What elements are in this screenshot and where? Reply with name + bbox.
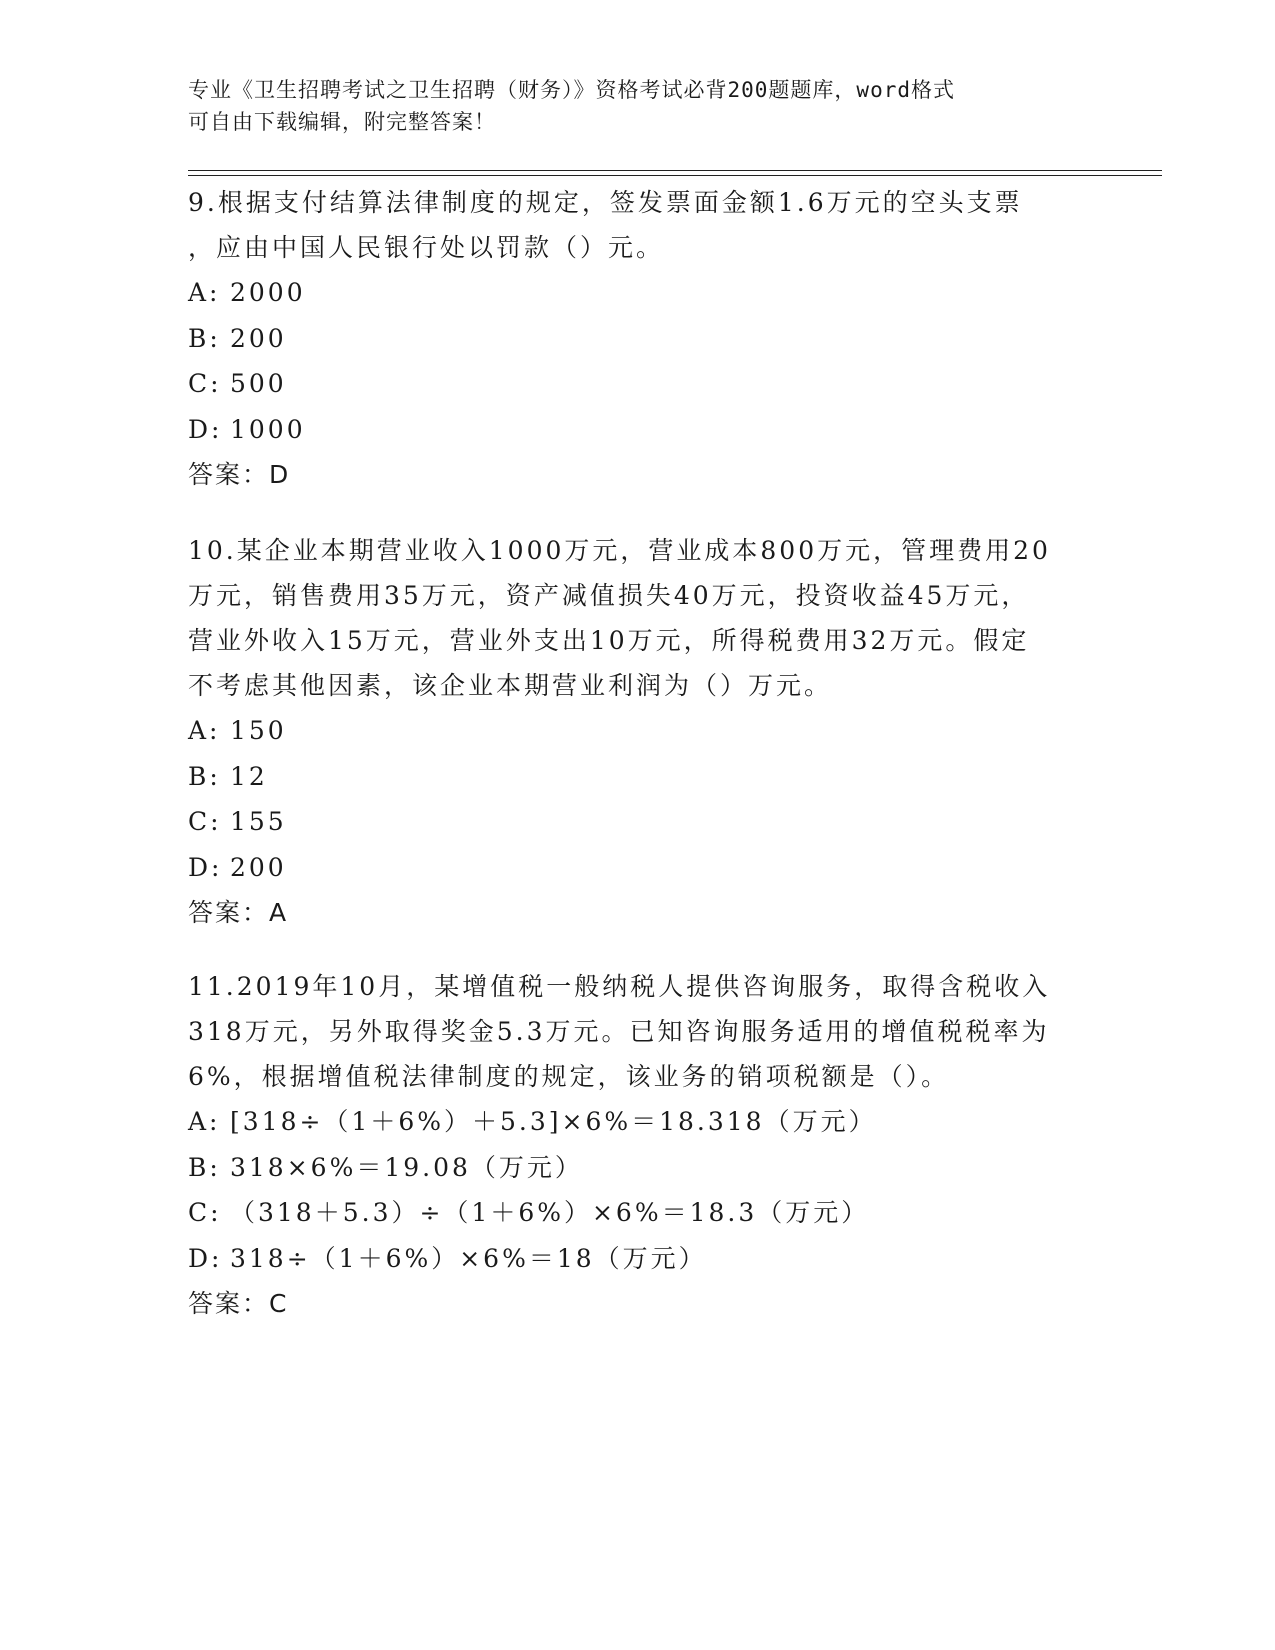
question-10-stem-line-3: 营业外收入15万元，营业外支出10万元，所得税费用32万元。假定	[188, 626, 1030, 655]
question-10-stem-line-4: 不考虑其他因素，该企业本期营业利润为（）万元。	[188, 671, 833, 700]
question-9-option-c: C: 500	[188, 369, 287, 398]
question-11-stem-line-2: 318万元，另外取得奖金5.3万元。已知咨询服务适用的增值税税率为	[188, 1017, 1050, 1046]
question-11-stem-line-3: 6%，根据增值税法律制度的规定，该业务的销项税额是（）。	[188, 1062, 950, 1091]
question-10-option-d: D: 200	[188, 852, 287, 882]
question-11-option-b: B: 318×6%＝19.08（万元）	[188, 1152, 583, 1182]
question-9	[188, 180, 1088, 497]
question-10-answer: 答案：A	[188, 898, 289, 927]
question-10-option-a: A: 150	[188, 716, 287, 745]
question-10	[188, 528, 1088, 935]
header-rule-bottom	[188, 175, 1162, 176]
question-10-option-c: C: 155	[188, 807, 287, 836]
question-9-stem-line-2: ，应由中国人民银行处以罚款（）元。	[188, 233, 665, 262]
question-10-option-b: B: 12	[188, 761, 268, 791]
question-11-answer: 答案：C	[188, 1289, 289, 1318]
question-11-option-d: D: 318÷（1＋6%）×6%＝18（万元）	[188, 1243, 707, 1273]
header-line-1: 专业《卫生招聘考试之卫生招聘（财务）》资格考试必背200题题库，word格式	[188, 78, 955, 102]
question-9-option-b: B: 200	[188, 323, 287, 353]
header-line-2: 可自由下载编辑，附完整答案！	[188, 110, 496, 134]
question-11-stem-line-1: 11.2019年10月，某增值税一般纳税人提供咨询服务，取得含税收入	[188, 972, 1051, 1001]
question-11-option-c: C: （318＋5.3）÷（1＋6%）×6%＝18.3（万元）	[188, 1198, 870, 1227]
question-11	[188, 964, 1088, 1326]
header-rule-top	[188, 170, 1162, 171]
question-9-option-a: A: 2000	[188, 278, 306, 307]
question-9-answer: 答案：D	[188, 460, 291, 489]
question-9-option-d: D: 1000	[188, 414, 306, 444]
question-10-stem-line-1: 10.某企业本期营业收入1000万元，营业成本800万元，管理费用20	[188, 536, 1051, 565]
question-10-stem-line-2: 万元，销售费用35万元，资产减值损失40万元，投资收益45万元，	[188, 581, 1030, 610]
question-11-option-a: A: [318÷（1＋6%）＋5.3]×6%＝18.318（万元）	[188, 1107, 877, 1136]
question-9-stem-line-1: 9.根据支付结算法律制度的规定，签发票面金额1.6万元的空头支票	[188, 188, 1023, 217]
document-header	[188, 74, 1088, 138]
